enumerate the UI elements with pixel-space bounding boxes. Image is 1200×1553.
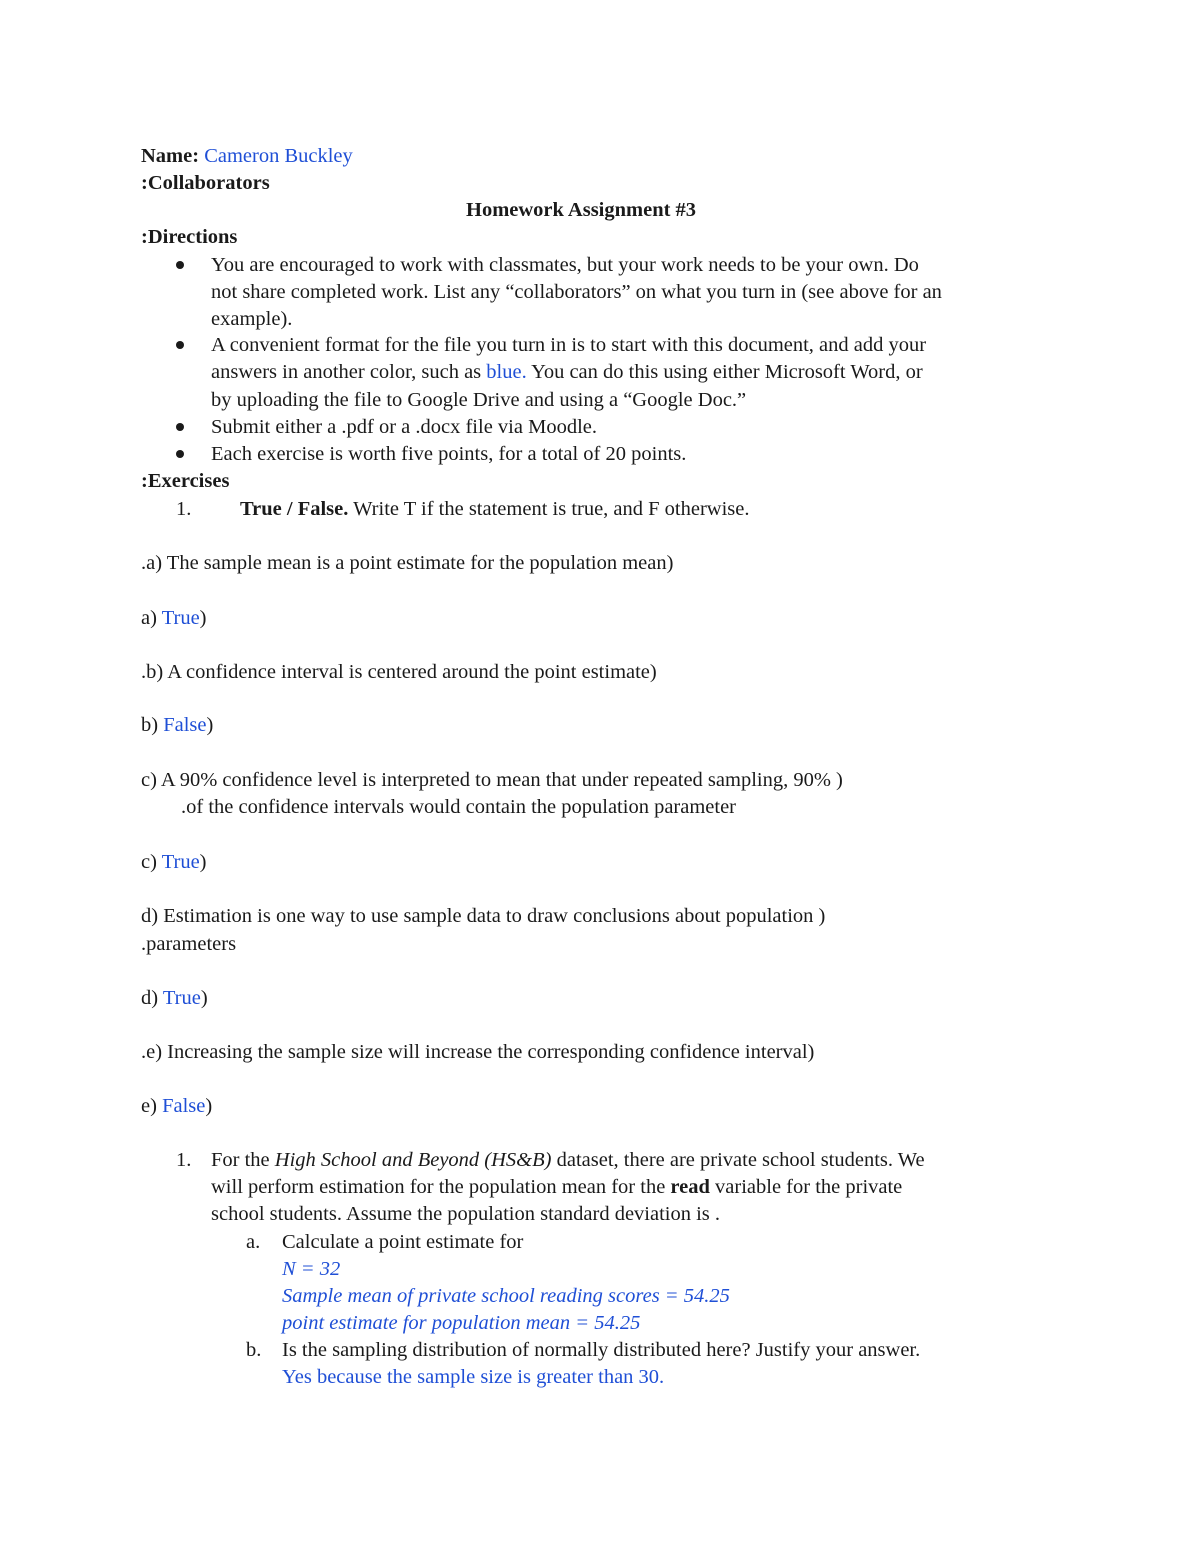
name-line xyxy=(141,143,353,170)
sub-a-answer-2: Sample mean of private school reading scores = 54.25 xyxy=(282,1285,730,1307)
answer-e xyxy=(141,1093,212,1120)
question-c-line-2: .of the confidence intervals would contain the population parameter xyxy=(181,796,737,818)
direction-2-text-a: answers in another color, such as xyxy=(211,361,482,383)
sub-a-text: Calculate a point estimate for xyxy=(282,1231,524,1253)
exercise-1-bold: True / False. xyxy=(240,498,349,520)
answer-d-label: d) xyxy=(141,987,163,1009)
answer-a xyxy=(141,605,207,632)
question-a: .a) The sample mean is a point estimate for the population mean) xyxy=(141,552,674,574)
exercise-2-text-a: For the xyxy=(211,1149,275,1171)
answer-b-paren: ) xyxy=(206,714,214,736)
answer-e-paren: ) xyxy=(205,1095,213,1117)
bullet-icon xyxy=(176,450,184,458)
directions-heading: :Directions xyxy=(141,226,238,248)
direction-3: Submit either a .pdf or a .docx file via Moodle. xyxy=(211,416,597,438)
exercise-2-number: 1. xyxy=(176,1149,192,1171)
answer-d xyxy=(141,985,208,1012)
sub-b-label: b. xyxy=(246,1339,262,1361)
sub-a-label: a. xyxy=(246,1231,261,1253)
exercise-1-number: 1. xyxy=(176,498,192,520)
answer-c xyxy=(141,849,207,876)
answer-b-value: False xyxy=(163,714,207,736)
exercise-2-text-b: dataset, there are private school students. We xyxy=(551,1149,925,1171)
direction-2-blue-word: blue. xyxy=(486,361,527,383)
answer-d-paren: ) xyxy=(200,987,208,1009)
sub-a-answer-3: point estimate for population mean = 54.25 xyxy=(282,1312,641,1334)
answer-a-value: True xyxy=(161,607,200,629)
answer-a-paren: ) xyxy=(199,607,207,629)
sub-b-answer: Yes because the sample size is greater than 30. xyxy=(282,1366,665,1388)
direction-2-text-b: You can do this using either Microsoft Word, or xyxy=(526,361,923,383)
question-c-line-1: c) A 90% confidence level is interpreted to mean that under repeated sampling, 90% ) xyxy=(141,769,843,791)
name-label: Name: xyxy=(141,145,200,167)
question-e: .e) Increasing the sample size will increase the corresponding confidence interval) xyxy=(141,1041,815,1063)
exercise-2-dataset: High School and Beyond (HS&B) xyxy=(274,1149,552,1171)
sub-b-text: Is the sampling distribution of normally distributed here? Justify your answer. xyxy=(282,1339,921,1361)
answer-c-paren: ) xyxy=(199,851,207,873)
answer-c-value: True xyxy=(161,851,200,873)
direction-1-line-2: not share completed work. List any “collaborators” on what you turn in (see above for an xyxy=(211,281,942,303)
direction-1-line-3: example). xyxy=(211,308,293,330)
exercise-1-prompt xyxy=(240,496,750,523)
direction-2-line-2 xyxy=(211,359,923,386)
exercise-2-text-c: will perform estimation for the population mean for the xyxy=(211,1176,671,1198)
exercise-2-line-2 xyxy=(211,1174,902,1201)
exercise-2-read: read xyxy=(670,1176,710,1198)
bullet-icon xyxy=(176,261,184,269)
answer-a-label: a) xyxy=(141,607,162,629)
bullet-icon xyxy=(176,341,184,349)
direction-2-line-3: by uploading the file to Google Drive and using a “Google Doc.” xyxy=(211,389,747,411)
exercise-1-text: Write T if the statement is true, and F otherwise. xyxy=(353,498,750,520)
direction-1-line-1: You are encouraged to work with classmates, but your work needs to be your own. Do xyxy=(211,254,919,276)
name-value: Cameron Buckley xyxy=(204,145,353,167)
direction-2-line-1: A convenient format for the file you turn in is to start with this document, and add your xyxy=(211,334,927,356)
question-b: .b) A confidence interval is centered around the point estimate) xyxy=(141,661,657,683)
direction-4: Each exercise is worth five points, for a total of 20 points. xyxy=(211,443,687,465)
collaborators-label: :Collaborators xyxy=(141,172,270,194)
exercise-2-line-1 xyxy=(211,1147,925,1174)
question-d-line-1: d) Estimation is one way to use sample data to draw conclusions about population ) xyxy=(141,905,826,927)
answer-e-label: e) xyxy=(141,1095,163,1117)
bullet-icon xyxy=(176,423,184,431)
page-title: Homework Assignment #3 xyxy=(466,199,697,221)
sub-a-answer-1: N = 32 xyxy=(282,1258,341,1280)
question-d-line-2: .parameters xyxy=(141,933,237,955)
answer-e-value: False xyxy=(162,1095,206,1117)
answer-b-label: b) xyxy=(141,714,164,736)
answer-d-value: True xyxy=(162,987,201,1009)
exercise-2-line-3: school students. Assume the population standard deviation is . xyxy=(211,1203,721,1225)
exercise-2-text-d: variable for the private xyxy=(709,1176,903,1198)
answer-b xyxy=(141,712,213,739)
exercises-heading: :Exercises xyxy=(141,470,230,492)
answer-c-label: c) xyxy=(141,851,162,873)
